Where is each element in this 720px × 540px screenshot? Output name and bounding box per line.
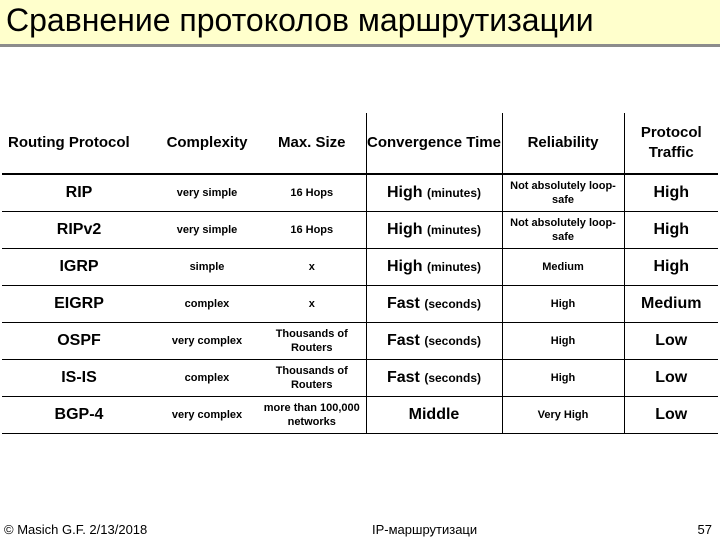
max-size-value: Thousands of Routers: [258, 323, 366, 360]
complexity-value: complex: [156, 360, 258, 397]
protocol-traffic-value: Medium: [624, 286, 718, 323]
reliability-value: Medium: [502, 249, 624, 286]
protocol-name: IGRP: [2, 249, 156, 286]
protocol-traffic-value: High: [624, 174, 718, 212]
reliability-value: High: [502, 360, 624, 397]
complexity-value: very simple: [156, 174, 258, 212]
protocol-traffic-value: Low: [624, 397, 718, 434]
complexity-value: very complex: [156, 397, 258, 434]
protocol-name: RIP: [2, 174, 156, 212]
protocol-traffic-value: Low: [624, 360, 718, 397]
complexity-value: complex: [156, 286, 258, 323]
convergence-main: High: [387, 258, 423, 275]
convergence-detail: (minutes): [427, 186, 481, 200]
header-max-size: Max. Size: [258, 113, 366, 174]
convergence-main: Middle: [408, 406, 460, 423]
convergence-value: [366, 174, 502, 212]
footer-copyright: © Masich G.F. 2/13/2018: [4, 522, 148, 537]
convergence-value: [366, 397, 502, 434]
max-size-value: x: [258, 249, 366, 286]
protocol-traffic-value: High: [624, 212, 718, 249]
reliability-value: Not absolutely loop-safe: [502, 212, 624, 249]
table-row: [2, 286, 718, 323]
reliability-value: High: [502, 323, 624, 360]
protocol-name: RIPv2: [2, 212, 156, 249]
max-size-value: 16 Hops: [258, 174, 366, 212]
convergence-detail: (seconds): [424, 334, 482, 348]
protocol-name: OSPF: [2, 323, 156, 360]
protocol-traffic-value: High: [624, 249, 718, 286]
header-complexity: Complexity: [166, 134, 248, 151]
convergence-value: [366, 286, 502, 323]
convergence-value: [366, 249, 502, 286]
protocol-comparison-table: [2, 113, 718, 429]
convergence-main: Fast: [386, 369, 420, 386]
header-routing-protocol: Routing Protocol: [8, 134, 130, 151]
table-row: [2, 360, 718, 397]
max-size-value: 16 Hops: [258, 212, 366, 249]
protocol-name: IS-IS: [2, 360, 156, 397]
table-row: [2, 249, 718, 286]
max-size-value: more than 100,000 networks: [258, 397, 366, 434]
convergence-value: [366, 323, 502, 360]
convergence-detail: (minutes): [427, 260, 481, 274]
convergence-detail: (minutes): [427, 223, 481, 237]
reliability-value: Not absolutely loop-safe: [502, 174, 624, 212]
slide-title: Сравнение протоколов маршрутизации: [6, 2, 594, 38]
convergence-detail: (seconds): [424, 297, 482, 311]
header-convergence-time: Convergence Time: [366, 113, 502, 174]
table-row: [2, 397, 718, 434]
table-row: [2, 212, 718, 249]
table-row: [2, 174, 718, 212]
reliability-value: Very High: [502, 397, 624, 434]
complexity-value: simple: [156, 249, 258, 286]
table-header-row: [2, 113, 718, 174]
complexity-value: very simple: [156, 212, 258, 249]
table-row: [2, 323, 718, 360]
convergence-detail: (seconds): [424, 371, 482, 385]
complexity-value: very complex: [156, 323, 258, 360]
max-size-value: x: [258, 286, 366, 323]
reliability-value: High: [502, 286, 624, 323]
convergence-main: Fast: [386, 295, 420, 312]
header-protocol-traffic: Protocol Traffic: [640, 124, 702, 161]
convergence-main: High: [387, 184, 423, 201]
footer-center-text: IP-маршрутизаци: [372, 522, 478, 537]
max-size-value: Thousands of Routers: [258, 360, 366, 397]
convergence-main: High: [387, 221, 423, 238]
protocol-name: BGP-4: [2, 397, 156, 434]
convergence-value: [366, 360, 502, 397]
header-reliability: Reliability: [502, 113, 624, 174]
footer-page-number: 57: [697, 522, 712, 537]
protocol-name: EIGRP: [2, 286, 156, 323]
protocol-traffic-value: Low: [624, 323, 718, 360]
convergence-value: [366, 212, 502, 249]
title-bar: [0, 0, 720, 47]
convergence-main: Fast: [386, 332, 420, 349]
